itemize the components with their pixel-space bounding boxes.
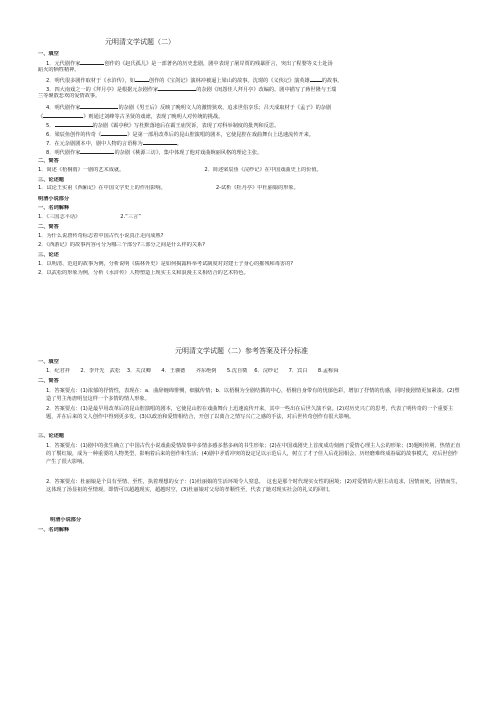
answer-essay-1: 1．答案要点：(1)剧中的张生确立了中国古代小说戏曲爱情故事中多情多感多愁多病的书生形象；(2)在中国戏剧史上首度成功刻画了爱情心理主人公的形象；(3)题明传荆、热情正直的丫鬟红娘，成为一种重要的人物类型，影响着后来的创作和生活；(4)剧中矛盾冲突的设定足以示范后人，树立了才子佳人后花园相会、历经磨难终成眷属的故事模式，对后世创作产生了很大影响。 (46, 443, 461, 465)
fill-question-5: 5． 的杂剧《霸亭秋》写杜默落地后在霸王庙哭诉，表现了对科举制度的批判和反思。 (46, 123, 280, 129)
fill-question-3-cont: 兰等聚散悲欢的爱情故事。 (38, 93, 101, 99)
novel-short-1: 1．为什么说唐传奇标志着中国古代小说真正走向成熟? (38, 233, 164, 239)
fill-question-3: 3．四大南戏之一的《拜月亭》是根据元杂剧作家 的杂剧《闺怨佳人拜月亭》改编的。剧中描写了蒋世隆与王瑞 (46, 87, 337, 93)
novel-section-heading: 明清小说部分 (38, 196, 70, 202)
novel-essay-2: 2．以武松的形象为例，分析《水浒传》人物塑造上现实主义和浪漫主义相结合的艺术特色。 (38, 270, 249, 276)
answers-essay-heading: 三、论述题 (38, 433, 64, 439)
answers-title: 元明清文学试题（二）参考答案及评分标准 (175, 347, 308, 355)
answers-term-heading: 一、名词解释 (38, 527, 70, 533)
answers-novel-heading: 明清小说部分 (50, 517, 82, 523)
fill-question-8: 8．明代剧作家 的杂剧《桃源三访》，集中体现了他对戏曲婉丽风格的理论主张。 (46, 150, 263, 156)
answers-fill-heading: 一、填空 (38, 359, 59, 365)
exam-title: 元明清文学试题（二） (105, 38, 175, 46)
novel-essay-heading: 三、论述 (38, 252, 59, 258)
essay-heading: 三、论述题 (38, 177, 64, 183)
novel-short-2: 2．《西游记》的故事内容可分为哪三个部分?三部分之间是什么样的关系? (38, 242, 206, 248)
answer-short-1: 1．答案要点：(1)浓郁的抒情性，表现在：a．曲辞缠绵悱恻，细腻传情；b．以梧桐为全剧结撰的中心，梧桐自身带有的忧郁色彩，增加了抒情的伤感，同时使剧情更加紧凑。(2)塑造了男主角唐明皇这样一个多情的情人形象。 (46, 388, 460, 402)
fill-question-7: 7．在元杂剧剧本中，剧中人物的言语称为 。 (46, 141, 182, 147)
answer-short-2: 2．答案要点：(1)是最早用改革后的昆山腔演唱的剧本，它使昆山腔在戏曲舞台上迅速流传开来，其中一些出在后世久演不衰。(2)对历史兴亡的思考，代表了明传奇的一个重要主题，并在后来的文人创作中得到更多发。(3)以政治和爱情相结合，开创了以离合之情写兴亡之感的手法，对后世传奇创作有很大影响。 (46, 406, 454, 420)
novel-essay-1: 1．以明清、范进的故事为例，分析说明《儒林外史》是如何揭露科举考试制度对封建士子身心的摧残和毒害的? (38, 261, 294, 267)
fill-question-2: 2．明代很多剧作取材于《水浒传》，如 创作的《宝剑记》演林冲被逼上梁山的故事。沈璟的《义侠记》演英雄 的故事。 (46, 78, 343, 84)
fill-question-1: 1．元代剧作家 创作的《赵氏孤儿》是一部著名的历史悲剧，剧中表现了屠岸贾的残暴肝言，突出了程婴等义士赴汤 (46, 61, 333, 67)
short-answer-row: 1．简述《梧桐雨》一剧的艺术成就。 2．简述梁辰鱼《浣纱记》在中国戏曲史上的价值。 (38, 167, 322, 173)
essay-row: 1．试论王实甫《西厢记》在中国文学史上的作用影响。 2-试析《牡丹亭》中杜丽娘的形象。 (38, 185, 299, 191)
answers-fill-line: 1．纪君祥 2．李开先 武松 3．关汉卿 4．王骥德 齐东绝倒 5.沈自徵 6．浣纱记 7．宾白 8.孟称舜 (46, 368, 339, 374)
fill-question-4: 4．明代剧作家 的杂剧《男王后》反映了晚明文人的激情狭欢、追求世俗享乐；吕天成取材于《孟子》的杂剧 (46, 105, 332, 111)
short-answer-heading: 二、简答 (38, 158, 59, 164)
fill-question-1-cont: 蹈火的牺牲精神。 (38, 67, 80, 73)
fill-heading: 一、填空 (38, 51, 59, 57)
term-row: 1．《三国志平话》 2.“三言” (38, 214, 141, 220)
fill-question-4-cont: 《 》则通过刘峰等古圣贤的戏谑，表现了晚明人对传统的挑战。 (38, 114, 224, 120)
answer-essay-2: 2．答案要点：杜丽娘是个具有至情、至性，执着理想的女子：(1)杜丽娘的生活环境令人窒息， 这也是那个时代现实女性的困境；(2)对爱情的大胆主动追求，因情而死，因情而生，这体现了汤显祖的至情观，即情可以超越现实，超越时空，(3)杜丽娘对父母的孝顺性至，代表了她对现实社会的礼义的回归。 (46, 479, 461, 493)
novel-short-heading: 二、简答 (38, 224, 59, 230)
term-heading: 一、名词解释 (38, 205, 70, 211)
answers-short-heading: 二、简答 (38, 378, 59, 384)
fill-question-6: 6．梁辰鱼创作的传奇《 》是第一部用改革后的昆山腔演唱的剧本，它使昆腔在戏曲舞台上迅速流传开来。 (46, 132, 314, 138)
